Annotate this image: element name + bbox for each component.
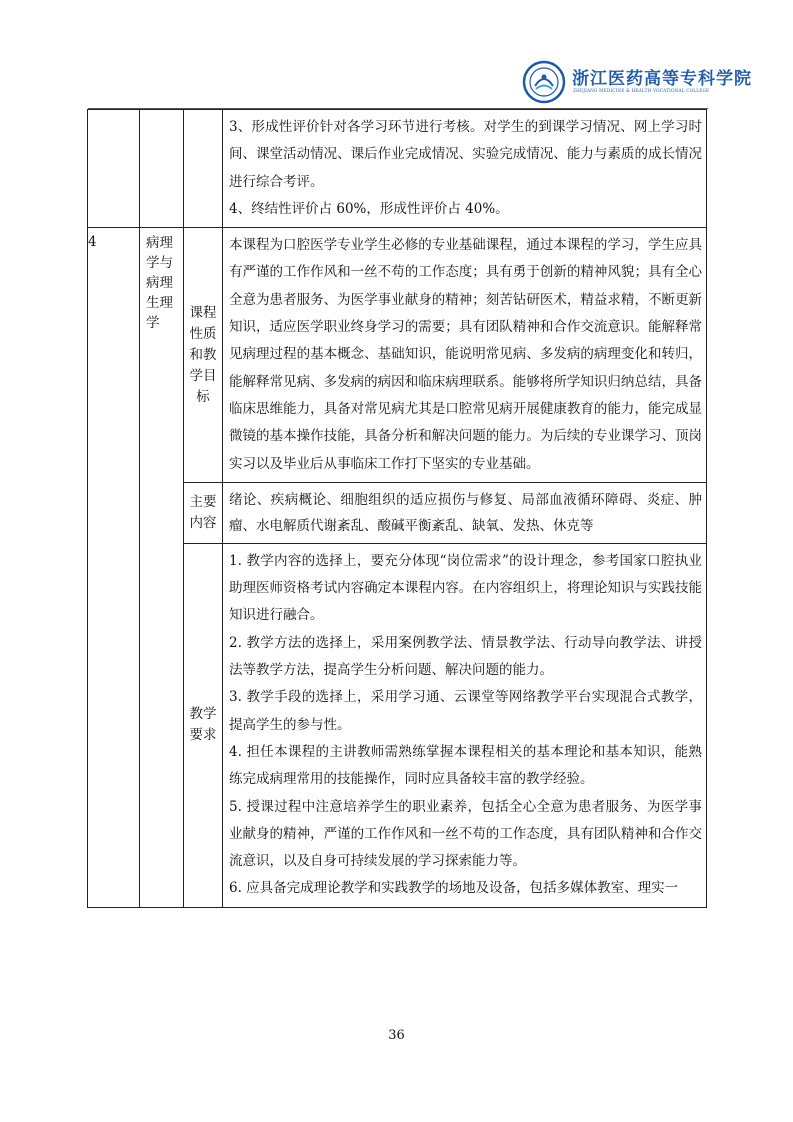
course-index: 4 — [88, 234, 97, 251]
requirement-item: 2. 教学方法的选择上，采用案例教学法、情景教学法、行动导向教学法、讲授法等教学方法，提高学生分析问题、解决问题的能力。 — [229, 634, 702, 679]
content-text: 绪论、疾病概论、细胞组织的适应损伤与修复、局部血液循环障碍、炎症、肿瘤、水电解质代谢紊乱、酸碱平衡紊乱、缺氧、发热、休克等 — [229, 491, 702, 534]
college-emblem-icon — [522, 60, 566, 104]
course-objectives-row — [88, 228, 707, 483]
requirement-item: 1. 教学内容的选择上，要充分体现“岗位需求”的设计理念，参考国家口腔执业助理医师资格考试内容确定本课程内容。在内容组织上，将理论知识与实践技能知识进行融合。 — [229, 552, 702, 624]
objectives-label-cell — [184, 228, 223, 483]
assessment-continuation-row — [88, 110, 707, 228]
content-text-cell — [223, 482, 707, 543]
requirement-item: 4. 担任本课程的主讲教师需熟练掌握本课程相关的基本理论和基本知识，能熟练完成病理常用的技能操作，同时应具备较丰富的教学经验。 — [229, 743, 702, 788]
objectives-label: 课程性质和教学目标 — [189, 304, 217, 405]
assessment-item-4: 4、终结性评价占 60%，形成性评价占 40%。 — [229, 200, 509, 217]
requirement-item: 6. 应具备完成理论教学和实践教学的场地及设备，包括多媒体教室、理实一 — [229, 880, 679, 897]
assessment-text-cell — [223, 110, 707, 228]
course-index-cell — [88, 228, 140, 908]
requirements-label: 教学要求 — [189, 706, 217, 744]
empty-label-cell — [184, 110, 223, 228]
page-number: 36 — [388, 1028, 405, 1043]
objectives-text-cell — [223, 228, 707, 483]
logo-english-name: ZHEJIANG MEDICINE & HEALTH VOCATIONAL COLLEGE — [573, 88, 710, 93]
requirement-item: 5. 授课过程中注意培养学生的职业素养，包括全心全意为患者服务、为医学事业献身的精神，严谨的工作作风和一丝不苟的工作态度，具有团队精神和合作交流意识，以及自身可持续发展的学习探索能力等。 — [229, 798, 702, 870]
content-label-cell — [184, 482, 223, 543]
course-name: 病理学与病理生理学 — [146, 235, 173, 332]
course-name-cell — [140, 228, 184, 908]
requirements-label-cell — [184, 543, 223, 907]
requirements-text-cell — [223, 543, 707, 907]
logo-chinese-name: 浙江医药高等专科学院 — [572, 69, 752, 89]
requirement-item: 3. 教学手段的选择上，采用学习通、云课堂等网络教学平台实现混合式教学，提高学生的参与性。 — [229, 689, 702, 733]
empty-name-cell — [140, 110, 184, 228]
objectives-text: 本课程为口腔医学专业学生必修的专业基础课程，通过本课程的学习，学生应具有严谨的工作作风和一丝不苟的工作态度；具有勇于创新的精神风貌；具有全心全意为患者服务、为医学事业献身的精神；刻苦钻研医术，精益求精，不断更新知识，适应医学职业终身学习的需要；具有团队精神和合作交流意识。能解释常见病理过程的基本概念、基础知识，能说明常见病、多发病的病理变化和转归，能解释常见病、多发病的病因和临床病理联系。能够将所学知识归纳总结，具备临床思维能力，具备对常见病尤其是口腔常见病开展健康教育的能力，能完成显微镜的基本操作技能，具备分析和解决问题的能力。为后续的专业课学习、顶岗实习以及毕业后从事临床工作打下坚实的专业基础。 — [229, 237, 702, 472]
empty-index-cell — [88, 110, 140, 228]
course-table — [87, 109, 707, 908]
college-logo — [522, 60, 752, 106]
content-label: 主要内容 — [189, 493, 217, 531]
assessment-item-3: 3、形成性评价针对各学习环节进行考核。对学生的到课学习情况、网上学习时间、课堂活动情况、课后作业完成情况、实验完成情况、能力与素质的成长情况进行综合考评。 — [229, 119, 702, 190]
